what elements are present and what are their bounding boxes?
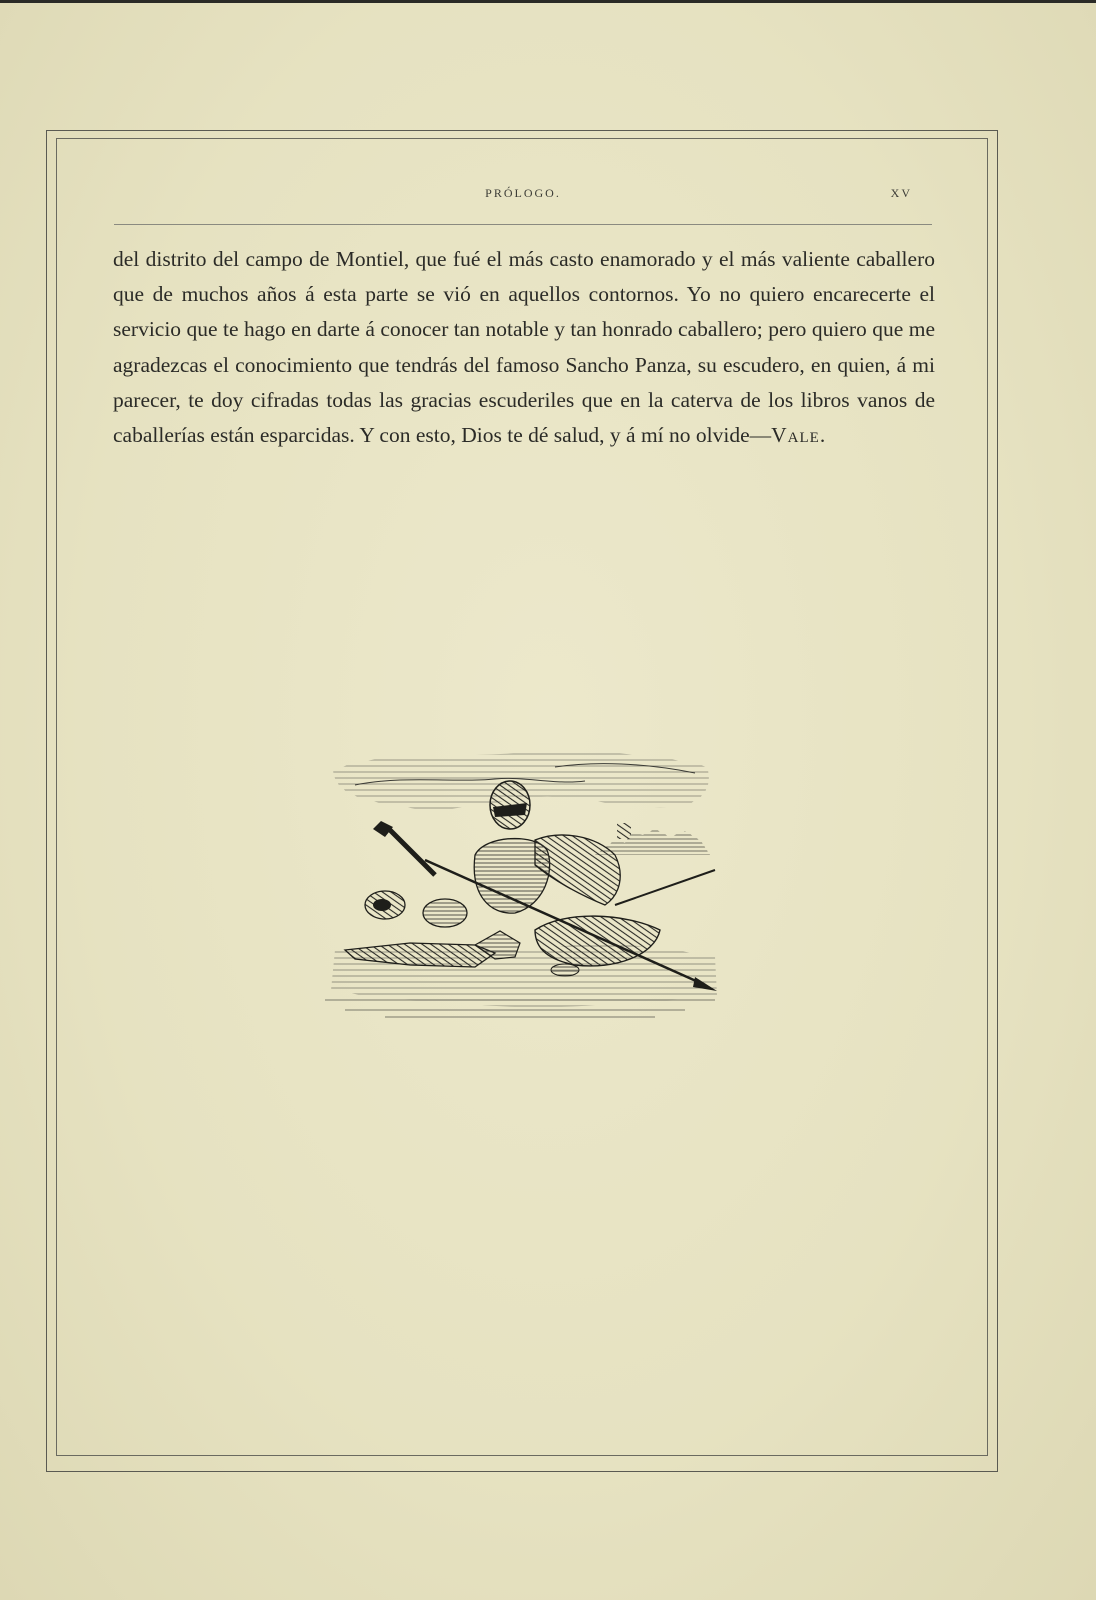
paragraph-text: del distrito del campo de Montiel, que fué el más casto enamorado y el más valiente caballero que de muchos años á esta parte se vió en aquellos contornos. Yo no quiero encarecerte el servicio que te hago en darte á conocer tan notable y tan honrado caballero; pero quiero que me agradezcas el conocimiento que tendrás del famoso Sancho Panza, su escudero, en quien, á mi parecer, te doy cifradas todas las gracias escuderiles que en la caterva de los libros vanos de caballerías están esparcidas. Y con esto, Dios te dé salud, y á mí no olvide— bbox=[113, 247, 935, 448]
scan-top-edge bbox=[0, 0, 1096, 3]
armour-vignette-illustration bbox=[325, 745, 725, 1035]
running-head bbox=[112, 186, 934, 210]
running-title: PRÓLOGO. bbox=[485, 186, 561, 200]
closing-word: Vale. bbox=[771, 423, 827, 448]
header-rule bbox=[114, 224, 932, 225]
prologue-paragraph bbox=[113, 242, 935, 453]
page-number: XV bbox=[890, 186, 912, 200]
